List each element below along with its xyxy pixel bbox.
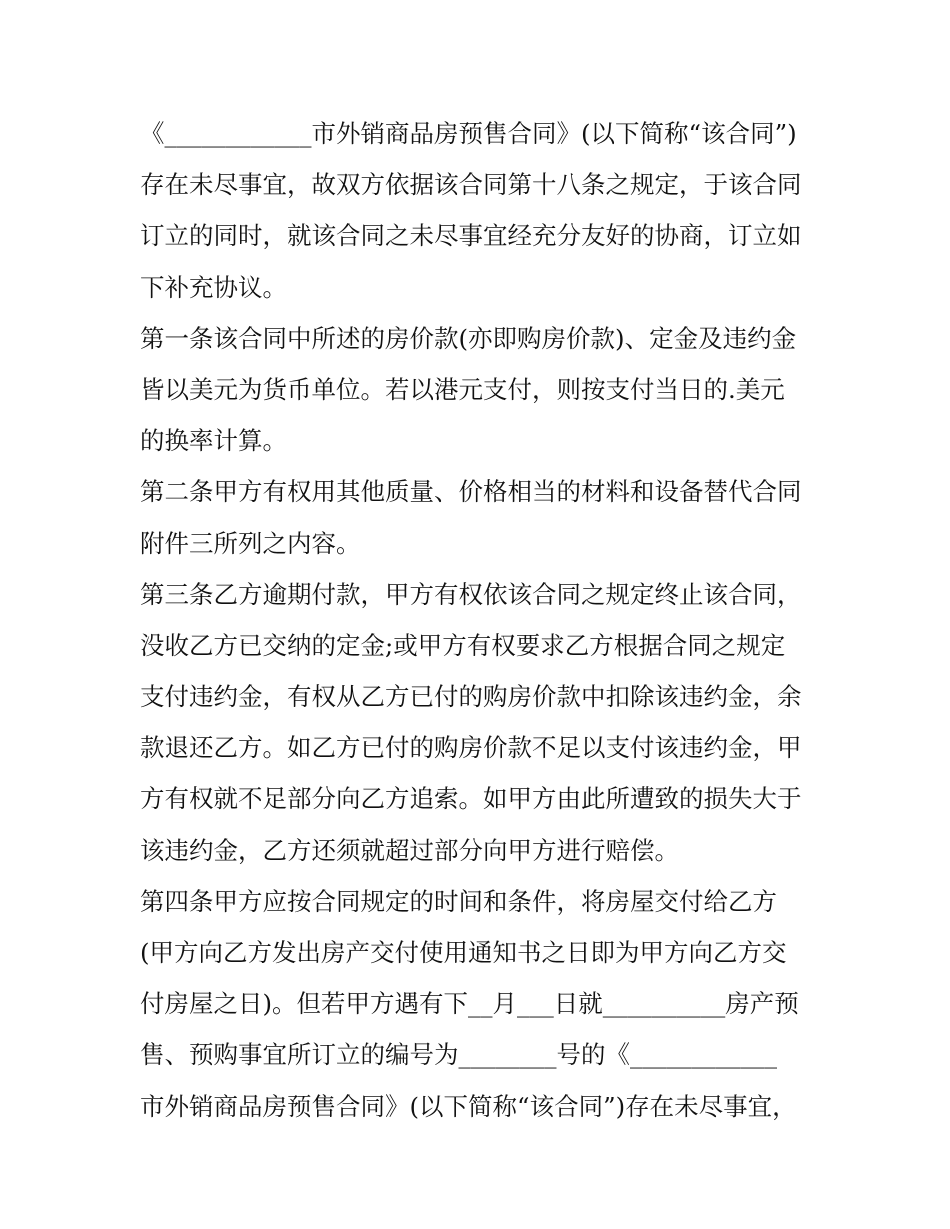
text-line: 皆以美元为货币单位。若以港元支付，则按支付当日的.美元 [140, 374, 785, 404]
text-line: 市外销商品房预售合同》(以下简称“该合同”)存在未尽事宜， [140, 1091, 797, 1121]
text-line: 第三条乙方逾期付款，甲方有权依该合同之规定终止该合同， [140, 579, 802, 609]
text-line: 售、预购事宜所订立的编号为________号的《____________ [140, 1040, 777, 1070]
text-line: 没收乙方已交纳的定金;或甲方有权要求乙方根据合同之规定 [140, 630, 786, 660]
document-body [140, 108, 820, 1132]
text-line: 的换率计算。 [140, 426, 287, 456]
text-line: 款退还乙方。如乙方已付的购房价款不足以支付该违约金，甲 [140, 733, 802, 763]
text-line: 付房屋之日)。但若甲方遇有下__月___日就__________房产预 [140, 989, 799, 1019]
text-line: (甲方向乙方发出房产交付使用通知书之日即为甲方向乙方交 [140, 938, 787, 967]
text-line: 第四条甲方应按合同规定的时间和条件，将房屋交付给乙方 [140, 886, 777, 916]
text-line: 订立的同时，就该合同之未尽事宜经充分友好的协商，订立如 [140, 221, 802, 251]
text-line: 《____________市外销商品房预售合同》(以下简称“该合同”) [140, 119, 797, 148]
text-line: 支付违约金，有权从乙方已付的购房价款中扣除该违约金，余 [140, 682, 802, 712]
text-line: 存在未尽事宜，故双方依据该合同第十八条之规定，于该合同 [140, 170, 802, 200]
text-line: 方有权就不足部分向乙方追索。如甲方由此所遭致的损失大于 [140, 784, 802, 814]
text-line: 该违约金，乙方还须就超过部分向甲方进行赔偿。 [140, 835, 679, 865]
text-line: 附件三所列之内容。 [140, 528, 361, 558]
text-line: 第二条甲方有权用其他质量、价格相当的材料和设备替代合同 [140, 477, 802, 507]
text-line: 第一条该合同中所述的房价款(亦即购房价款)、定金及违约金 [140, 323, 797, 353]
text-line: 下补充协议。 [140, 272, 287, 302]
